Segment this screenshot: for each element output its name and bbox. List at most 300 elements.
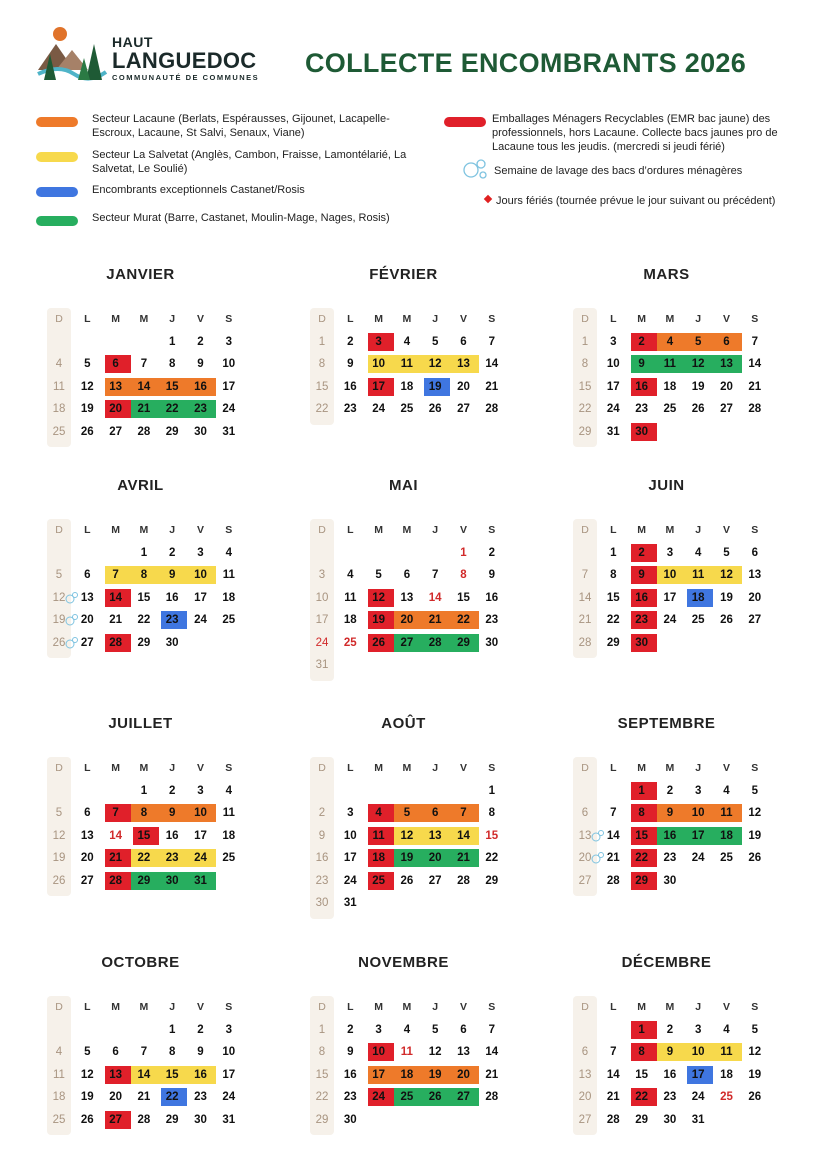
day-cell: 4 [666,335,674,348]
day-cell: 1 [638,1023,645,1036]
day-cell: 8 [140,569,148,581]
day-cell: 14 [137,380,151,393]
day-cell: 11 [53,380,65,393]
day-cell: 6 [751,546,758,559]
day-cell: 7 [610,807,617,819]
month-12 [573,954,788,1154]
day-cell: 26 [748,852,762,864]
day-cell: 12 [80,1068,94,1081]
day-cell: 9 [488,569,495,581]
day-cell: 12 [691,358,705,370]
weekday-header: M [665,762,675,774]
day-cell: 3 [666,546,674,559]
month-name: DÉCEMBRE [621,954,712,971]
day-cell: 29 [137,874,151,887]
day-cell: 14 [109,829,122,842]
day-cell: 25 [663,403,677,415]
day-cell: 2 [638,335,645,348]
day-cell: 21 [137,403,151,415]
day-cell: 10 [663,569,677,581]
day-cell: 18 [720,1068,733,1081]
day-cell: 31 [606,425,620,438]
day-cell: 30 [194,1113,207,1126]
day-cell: 21 [606,1091,620,1103]
day-cell: 2 [666,1023,674,1036]
weekday-header: J [695,1001,702,1013]
day-cell: 4 [694,546,702,559]
day-cell: 15 [485,829,499,842]
weekday-header: L [610,313,617,325]
day-cell: 16 [343,380,357,393]
day-cell: 16 [165,829,179,842]
day-cell: 22 [635,852,648,864]
day-cell: 24 [691,852,705,864]
weekday-header: M [111,313,120,325]
day-cell: 23 [635,614,648,626]
day-cell: 6 [112,358,119,370]
day-cell: 5 [375,569,382,581]
day-cell: 17 [315,614,329,626]
day-cell: 2 [666,784,674,797]
day-cell: 20 [428,852,442,864]
day-cell: 25 [52,425,66,438]
day-cell: 11 [222,807,235,819]
day-cell: 24 [691,1091,705,1103]
day-cell: 10 [194,569,207,581]
weekday-header: M [139,313,149,325]
day-cell: 25 [720,1091,733,1103]
day-cell: 27 [400,636,414,649]
legend-swatch-blue [36,187,78,197]
day-cell: 15 [165,380,179,393]
day-cell: 25 [343,636,357,649]
day-cell: 15 [315,380,329,393]
day-cell: 13 [109,1068,122,1081]
day-cell: 8 [581,358,589,370]
weekday-header: L [84,762,91,774]
month-1 [47,266,262,466]
day-cell: 15 [635,1068,648,1081]
day-cell: 16 [663,1068,677,1081]
day-cell: 29 [315,1113,329,1126]
day-cell: 25 [400,403,414,415]
day-cell: 21 [485,1068,499,1081]
day-cell: 31 [222,1113,236,1126]
day-cell: 26 [80,1113,94,1126]
day-cell: 10 [194,807,207,819]
day-cell: 29 [606,636,620,649]
day-cell: 11 [372,829,385,842]
weekday-header: V [459,313,467,325]
weekday-header: L [610,762,617,774]
day-cell: 6 [460,335,467,348]
day-cell: 16 [635,591,648,604]
day-cell: 25 [222,614,236,626]
day-cell: 22 [635,1091,648,1103]
weekday-header: L [347,313,354,325]
day-cell: 17 [691,829,705,842]
day-cell: 15 [457,591,470,604]
day-cell: 21 [748,380,762,393]
day-cell: 2 [197,335,204,348]
weekday-header: M [665,1001,675,1013]
day-cell: 13 [428,829,442,842]
day-cell: 8 [638,1046,645,1058]
day-cell: 27 [109,1113,122,1126]
weekday-header: V [722,313,730,325]
day-cell: 22 [457,614,470,626]
day-cell: 23 [343,1091,357,1103]
weekday-header: J [169,313,176,325]
day-cell: 11 [53,1068,65,1081]
day-cell: 12 [52,591,66,604]
logo-text-communaute: COMMUNAUTÉ DE COMMUNES [112,73,260,82]
day-cell: 2 [347,335,354,348]
month-name: AOÛT [381,715,426,732]
day-cell: 2 [638,546,645,559]
day-cell: 2 [168,784,176,797]
day-cell: 18 [52,1091,66,1103]
day-cell: 12 [428,358,442,370]
day-cell: 5 [84,1046,91,1058]
bubbles-icon [462,157,490,181]
weekday-header: M [637,524,646,536]
day-cell: 29 [635,1113,648,1126]
legend-swatch-red [444,117,486,127]
day-cell: 21 [109,852,122,864]
day-cell: 4 [375,807,382,819]
day-cell: 21 [428,614,442,626]
day-cell: 17 [372,380,385,393]
day-cell: 16 [663,829,677,842]
day-cell: 13 [109,380,122,393]
weekday-header: D [581,524,589,536]
day-cell: 1 [140,784,148,797]
legend-murat: Secteur Murat (Barre, Castanet, Moulin-Mage, Nages, Rosis) [92,212,390,224]
day-cell: 15 [137,829,151,842]
day-cell: 23 [194,1091,207,1103]
weekday-header: S [225,1001,233,1013]
day-cell: 28 [606,1113,620,1126]
weekday-header: M [374,1001,383,1013]
day-cell: 5 [751,1023,758,1036]
weekday-header: M [402,313,412,325]
day-cell: 24 [222,1091,236,1103]
day-cell: 19 [748,829,762,842]
day-cell: 9 [347,358,354,370]
day-cell: 18 [52,403,66,415]
day-cell: 9 [168,569,176,581]
weekday-header: L [347,524,354,536]
day-cell: 13 [457,358,470,370]
legend-emr: Emballages Ménagers Recyclables (EMR bac jaune) des professionnels, hors Lacaune. Collecte bacs jaunes pro de Lacaune tous les jeudis. (mercredi si jeudi férié) [492,113,778,153]
weekday-header: V [196,524,204,536]
day-cell: 7 [112,569,119,581]
day-cell: 19 [691,380,705,393]
day-cell: 22 [578,403,592,415]
day-cell: 28 [137,1113,151,1126]
day-cell: 18 [400,380,414,393]
weekday-header: M [637,1001,646,1013]
day-cell: 9 [638,569,645,581]
day-cell: 15 [606,591,620,604]
day-cell: 15 [578,380,592,393]
day-cell: 21 [578,614,592,626]
day-cell: 24 [663,614,677,626]
weekday-header: L [610,1001,617,1013]
logo [34,24,284,86]
day-cell: 13 [400,591,414,604]
day-cell: 1 [318,335,326,348]
day-cell: 8 [460,569,467,581]
weekday-header: M [637,762,646,774]
day-cell: 19 [428,380,442,393]
day-cell: 17 [222,380,236,393]
day-cell: 25 [400,1091,414,1103]
day-cell: 17 [222,1068,236,1081]
day-cell: 5 [403,807,411,819]
day-cell: 23 [663,1091,677,1103]
weekday-header: D [581,1001,589,1013]
weekday-header: V [722,762,730,774]
weekday-header: L [347,1001,354,1013]
day-cell: 29 [165,425,179,438]
month-name: AVRIL [117,477,164,494]
day-cell: 14 [109,591,122,604]
day-cell: 15 [137,591,151,604]
day-cell: 8 [140,807,148,819]
day-cell: 14 [606,829,620,842]
day-cell: 28 [137,425,151,438]
weekday-header: M [402,762,412,774]
weekday-header: S [751,524,759,536]
day-cell: 19 [372,614,385,626]
legend-lacaune: Secteur Lacaune (Berlats, Espérausses, Gijounet, Lacapelle-Escroux, Lacaune, St Salvi, Senaux, Viane) [92,113,390,139]
day-cell: 14 [485,1046,499,1058]
weekday-header: J [169,1001,176,1013]
day-cell: 22 [315,1091,329,1103]
day-cell: 22 [485,852,499,864]
day-cell: 21 [137,1091,151,1103]
day-cell: 21 [606,852,620,864]
day-cell: 7 [460,807,467,819]
day-cell: 10 [372,1046,385,1058]
day-cell: 30 [165,636,179,649]
weekday-header: M [139,1001,149,1013]
day-cell: 16 [194,380,207,393]
day-cell: 25 [52,1113,66,1126]
bubbles-icon [65,613,79,627]
day-cell: 4 [225,784,232,797]
month-3 [573,266,788,466]
day-cell: 19 [748,1068,762,1081]
weekday-header: M [139,762,149,774]
day-cell: 24 [222,403,236,415]
day-cell: 30 [343,1113,357,1126]
day-cell: 5 [55,807,63,819]
day-cell: 25 [372,874,385,887]
day-cell: 22 [165,403,179,415]
day-cell: 27 [457,403,470,415]
day-cell: 19 [80,1091,94,1103]
weekday-header: D [55,524,63,536]
day-cell: 17 [691,1068,705,1081]
day-cell: 24 [194,614,207,626]
weekday-header: J [695,524,702,536]
weekday-header: J [169,762,176,774]
day-cell: 6 [431,807,439,819]
day-cell: 3 [610,335,617,348]
month-name: SEPTEMBRE [617,715,716,732]
day-cell: 1 [318,1023,326,1036]
day-cell: 25 [720,852,733,864]
day-cell: 11 [692,569,705,581]
day-cell: 5 [431,335,439,348]
weekday-header: L [84,1001,91,1013]
weekday-header: D [581,762,589,774]
logo-text-haut: HAUT [112,34,153,50]
day-cell: 3 [694,1023,702,1036]
day-cell: 3 [375,335,382,348]
day-cell: 10 [691,1046,705,1058]
day-cell: 5 [723,546,730,559]
weekday-header: M [111,524,120,536]
diamond-icon [484,195,492,203]
day-cell: 26 [52,874,66,887]
day-cell: 3 [197,784,204,797]
day-cell: 20 [80,852,94,864]
weekday-header: M [374,524,383,536]
day-cell: 21 [485,380,499,393]
day-cell: 29 [137,636,151,649]
day-cell: 11 [720,807,733,819]
month-11 [310,954,525,1154]
day-cell: 31 [194,874,207,887]
month-name: OCTOBRE [101,954,180,971]
day-cell: 17 [343,852,357,864]
day-cell: 7 [488,335,495,348]
day-cell: 24 [606,403,620,415]
day-cell: 16 [343,1068,357,1081]
day-cell: 14 [428,591,442,604]
day-cell: 11 [720,1046,733,1058]
day-cell: 12 [428,1046,442,1058]
weekday-header: D [581,313,589,325]
day-cell: 5 [431,1023,439,1036]
day-cell: 4 [723,784,730,797]
day-cell: 31 [315,659,329,671]
month-name: JUIN [648,477,685,494]
day-cell: 10 [222,1046,236,1058]
day-cell: 14 [606,1068,620,1081]
day-cell: 13 [80,591,94,604]
weekday-header: J [432,1001,439,1013]
weekday-header: J [169,524,176,536]
day-cell: 16 [485,591,499,604]
weekday-header: D [55,762,63,774]
day-cell: 20 [748,591,762,604]
weekday-header: J [432,524,439,536]
month-6 [573,477,788,677]
day-cell: 7 [610,1046,617,1058]
weekday-header: S [488,1001,496,1013]
day-cell: 28 [457,874,470,887]
legend-swatch-yellow [36,152,78,162]
day-cell: 7 [581,569,589,581]
day-cell: 3 [347,807,354,819]
day-cell: 26 [372,636,385,649]
day-cell: 28 [606,874,620,887]
day-cell: 2 [318,807,326,819]
month-5 [310,477,525,677]
weekday-header: L [84,524,91,536]
weekday-header: S [225,762,233,774]
month-2 [310,266,525,466]
day-cell: 29 [165,1113,179,1126]
bubbles-icon [65,636,79,650]
day-cell: 26 [748,1091,762,1103]
day-cell: 3 [225,1023,232,1036]
day-cell: 29 [635,874,648,887]
day-cell: 6 [581,1046,589,1058]
day-cell: 4 [723,1023,730,1036]
day-cell: 27 [748,614,762,626]
day-cell: 28 [485,1091,499,1103]
day-cell: 20 [578,1091,592,1103]
day-cell: 25 [222,852,236,864]
day-cell: 27 [578,1113,592,1126]
weekday-header: D [55,313,63,325]
day-cell: 3 [197,546,204,559]
day-cell: 27 [80,874,94,887]
weekday-header: S [488,313,496,325]
day-cell: 22 [137,852,151,864]
weekday-header: S [488,524,496,536]
day-cell: 23 [165,614,179,626]
day-cell: 23 [663,852,677,864]
day-cell: 6 [723,335,730,348]
day-cell: 6 [581,807,589,819]
day-cell: 18 [720,829,733,842]
month-4 [47,477,262,677]
day-cell: 26 [720,614,733,626]
day-cell: 16 [315,852,329,864]
day-cell: 22 [315,403,329,415]
weekday-header: J [432,762,439,774]
day-cell: 10 [343,829,357,842]
day-cell: 1 [168,1023,176,1036]
day-cell: 29 [457,636,470,649]
month-name: NOVEMBRE [358,954,449,971]
day-cell: 29 [485,874,499,887]
day-cell: 25 [691,614,705,626]
weekday-header: L [610,524,617,536]
month-8 [310,715,525,915]
day-cell: 8 [638,807,645,819]
weekday-header: M [402,524,412,536]
day-cell: 21 [109,614,122,626]
legend-lavage: Semaine de lavage des bacs d’ordures ménagères [494,165,743,177]
day-cell: 24 [343,874,357,887]
day-cell: 28 [578,636,592,649]
day-cell: 1 [610,546,617,559]
bubbles-icon [591,829,605,843]
day-cell: 2 [168,546,176,559]
day-cell: 27 [578,874,592,887]
day-cell: 10 [315,591,329,604]
day-cell: 6 [112,1046,119,1058]
day-cell: 19 [80,403,94,415]
